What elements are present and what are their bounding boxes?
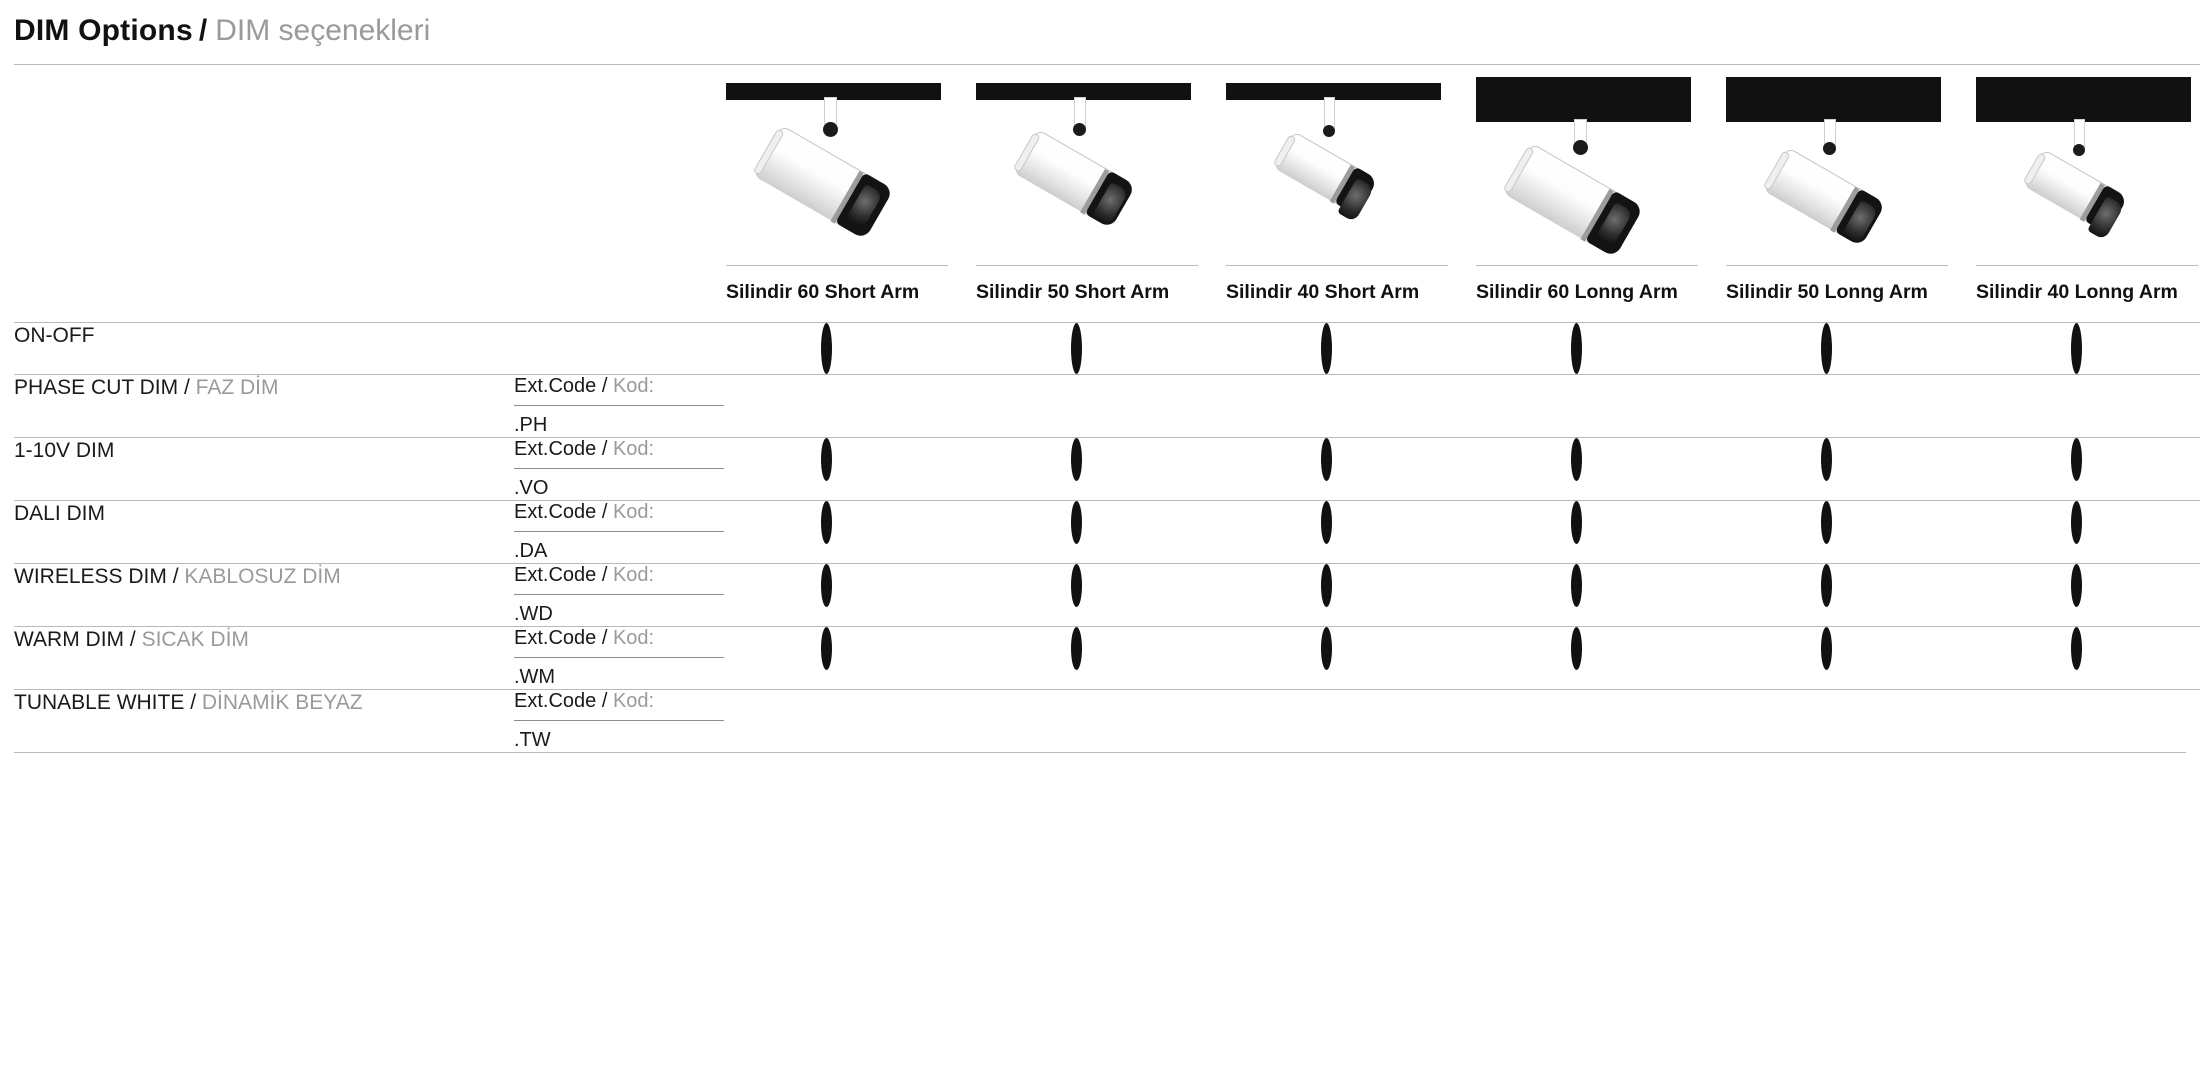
- product-name-cell: [1726, 265, 1976, 322]
- row-dot-cell: [726, 689, 976, 752]
- product-image-silindir-50-short-arm: [976, 65, 1198, 265]
- product-name-cell: [1976, 265, 2200, 322]
- ext-code-label: [514, 627, 724, 658]
- ext-code-separator: /: [601, 437, 608, 460]
- product-header-cell[interactable]: [1476, 65, 1726, 266]
- row-dot-cell: [976, 500, 1226, 563]
- availability-dot: [1071, 564, 1082, 607]
- availability-dot: [2071, 501, 2082, 544]
- availability-dot: [1571, 564, 1582, 607]
- row-dot-cell: [1726, 500, 1976, 563]
- ext-code-value: .WD: [514, 602, 553, 625]
- row-dot-cell: [1726, 689, 1976, 752]
- availability-dot: [821, 564, 832, 607]
- availability-dot: [1321, 438, 1332, 481]
- header-spacer-label: [14, 65, 514, 266]
- row-label: [14, 437, 514, 500]
- row-dot-cell: [1726, 437, 1976, 500]
- product-image-silindir-50-lonng-arm: [1726, 65, 1948, 265]
- table-bottom-divider: [14, 752, 2186, 753]
- row-label: [14, 689, 514, 752]
- name-spacer-code: [514, 265, 726, 322]
- product-name: Silindir 50 Lonng Arm: [1726, 265, 1948, 322]
- row-dot-cell: [726, 437, 976, 500]
- ext-code-prefix: Ext.Code: [514, 437, 597, 460]
- row-dot-cell: [976, 689, 1226, 752]
- row-dot-cell: [1476, 563, 1726, 626]
- row-label-main: PHASE CUT DIM: [14, 375, 179, 399]
- table-row: [14, 322, 2200, 374]
- ext-code-separator: /: [601, 563, 608, 586]
- row-dot-cell: [1226, 626, 1476, 689]
- row-label-separator: /: [183, 375, 190, 399]
- availability-dot: [1321, 627, 1332, 670]
- availability-dot: [1821, 627, 1832, 670]
- availability-dot: [2071, 323, 2082, 374]
- product-image-silindir-60-lonng-arm: [1476, 65, 1698, 265]
- availability-dot: [1071, 501, 1082, 544]
- row-code-cell: [514, 689, 726, 752]
- row-dot-cell: [726, 322, 976, 374]
- page-title-separator: /: [198, 14, 208, 47]
- row-dot-cell: [1226, 322, 1476, 374]
- table-row: [14, 626, 2200, 689]
- availability-dot: [2071, 564, 2082, 607]
- row-dot-cell: [1976, 437, 2200, 500]
- row-code-cell: [514, 322, 726, 374]
- product-name: Silindir 60 Short Arm: [726, 265, 948, 322]
- row-dot-cell: [726, 374, 976, 437]
- header-spacer-code: [514, 65, 726, 266]
- row-dot-cell: [1226, 437, 1476, 500]
- row-label-sub: DİNAMİK BEYAZ: [201, 690, 363, 714]
- ext-code-prefix: Ext.Code: [514, 689, 597, 712]
- availability-dot: [1821, 438, 1832, 481]
- ext-code-label: [514, 501, 724, 532]
- row-dot-cell: [1976, 626, 2200, 689]
- row-dot-cell: [1726, 626, 1976, 689]
- ext-code-separator: /: [601, 689, 608, 712]
- row-label-sub: KABLOSUZ DİM: [184, 564, 341, 588]
- availability-dot: [1571, 627, 1582, 670]
- row-dot-cell: [976, 437, 1226, 500]
- row-label: [14, 374, 514, 437]
- availability-dot: [821, 438, 832, 481]
- table-row: [14, 689, 2200, 752]
- availability-dot: [1321, 323, 1332, 374]
- product-header-cell[interactable]: [726, 65, 976, 266]
- page-title-main: DIM Options: [14, 14, 193, 47]
- ext-code-label: [514, 375, 724, 406]
- ext-code-prefix: Ext.Code: [514, 626, 597, 649]
- product-image-silindir-40-lonng-arm: [1976, 65, 2198, 265]
- page-title-sub: DIM seçenekleri: [215, 14, 431, 47]
- row-code-cell: [514, 500, 726, 563]
- ext-code-value: .PH: [514, 413, 548, 436]
- product-name: Silindir 60 Lonng Arm: [1476, 265, 1698, 322]
- availability-dot: [821, 501, 832, 544]
- ext-code-suffix: Kod:: [612, 437, 655, 460]
- ext-code-prefix: Ext.Code: [514, 563, 597, 586]
- row-dot-cell: [1226, 689, 1476, 752]
- ext-code-suffix: Kod:: [612, 689, 655, 712]
- row-dot-cell: [1476, 689, 1726, 752]
- row-label: [14, 500, 514, 563]
- availability-dot: [1071, 323, 1082, 374]
- ext-code-label: [514, 690, 724, 721]
- table-row: [14, 374, 2200, 437]
- availability-dot: [1071, 438, 1082, 481]
- ext-code-label: [514, 564, 724, 595]
- name-spacer-label: [14, 265, 514, 322]
- ext-code-suffix: Kod:: [612, 626, 655, 649]
- product-name-cell: [1226, 265, 1476, 322]
- availability-dot: [1571, 438, 1582, 481]
- row-label-separator: /: [129, 627, 136, 651]
- product-name: Silindir 50 Short Arm: [976, 265, 1198, 322]
- row-code-cell: [514, 626, 726, 689]
- availability-dot: [1571, 323, 1582, 374]
- ext-code-separator: /: [601, 500, 608, 523]
- row-code-cell: [514, 563, 726, 626]
- availability-dot: [821, 323, 832, 374]
- row-dot-cell: [1476, 500, 1726, 563]
- product-name-cell: [976, 265, 1226, 322]
- product-name-cell: [726, 265, 976, 322]
- row-dot-cell: [726, 563, 976, 626]
- row-label-main: TUNABLE WHITE: [14, 690, 185, 714]
- ext-code-separator: /: [601, 374, 608, 397]
- ext-code-separator: /: [601, 626, 608, 649]
- row-dot-cell: [976, 322, 1226, 374]
- ext-code-suffix: Kod:: [612, 374, 655, 397]
- ext-code-label: [514, 438, 724, 469]
- row-label-separator: /: [172, 564, 179, 588]
- availability-dot: [1821, 564, 1832, 607]
- ext-code-value: .TW: [514, 728, 551, 751]
- ext-code-value: .DA: [514, 539, 548, 562]
- row-dot-cell: [1226, 374, 1476, 437]
- ext-code-prefix: Ext.Code: [514, 500, 597, 523]
- dim-options-table: [14, 64, 2200, 752]
- row-label-main: 1-10V DIM: [14, 438, 115, 462]
- availability-dot: [1571, 501, 1582, 544]
- row-dot-cell: [976, 374, 1226, 437]
- availability-dot: [821, 627, 832, 670]
- availability-dot: [1071, 627, 1082, 670]
- product-header-cell[interactable]: [976, 65, 1226, 266]
- availability-dot: [1321, 564, 1332, 607]
- ext-code-suffix: Kod:: [612, 563, 655, 586]
- table-row: [14, 437, 2200, 500]
- row-dot-cell: [1976, 563, 2200, 626]
- row-dot-cell: [1976, 689, 2200, 752]
- row-dot-cell: [1726, 563, 1976, 626]
- product-header-cell[interactable]: [1726, 65, 1976, 266]
- row-dot-cell: [1226, 563, 1476, 626]
- product-header-cell[interactable]: [1226, 65, 1476, 266]
- product-name: Silindir 40 Lonng Arm: [1976, 265, 2198, 322]
- row-label: [14, 322, 514, 374]
- row-label-main: WARM DIM: [14, 627, 125, 651]
- row-label: [14, 626, 514, 689]
- availability-dot: [1821, 323, 1832, 374]
- availability-dot: [2071, 627, 2082, 670]
- product-name-row: [14, 265, 2200, 322]
- table-row: [14, 500, 2200, 563]
- ext-code-value: .VO: [514, 476, 549, 499]
- product-name-cell: [1476, 265, 1726, 322]
- row-dot-cell: [726, 626, 976, 689]
- page-title: [14, 0, 2186, 64]
- availability-dot: [1321, 501, 1332, 544]
- ext-code-suffix: Kod:: [612, 500, 655, 523]
- row-dot-cell: [1976, 322, 2200, 374]
- row-label-sub: SICAK DİM: [141, 627, 249, 651]
- row-code-cell: [514, 437, 726, 500]
- row-dot-cell: [1726, 374, 1976, 437]
- row-dot-cell: [1976, 374, 2200, 437]
- product-image-silindir-60-short-arm: [726, 65, 948, 265]
- row-label-separator: /: [190, 690, 197, 714]
- row-dot-cell: [976, 626, 1226, 689]
- table-row: [14, 563, 2200, 626]
- product-header-cell[interactable]: [1976, 65, 2200, 266]
- row-label: [14, 563, 514, 626]
- row-label-main: WIRELESS DIM: [14, 564, 167, 588]
- row-dot-cell: [1476, 374, 1726, 437]
- row-dot-cell: [976, 563, 1226, 626]
- table-header-row: [14, 65, 2200, 266]
- row-dot-cell: [1976, 500, 2200, 563]
- row-dot-cell: [726, 500, 976, 563]
- row-dot-cell: [1476, 626, 1726, 689]
- ext-code-value: .WM: [514, 665, 556, 688]
- product-image-silindir-40-short-arm: [1226, 65, 1448, 265]
- row-label-main: DALI DIM: [14, 501, 106, 525]
- row-label-sub: FAZ DİM: [195, 375, 279, 399]
- row-dot-cell: [1226, 500, 1476, 563]
- availability-dot: [1821, 501, 1832, 544]
- availability-dot: [2071, 438, 2082, 481]
- product-name: Silindir 40 Short Arm: [1226, 265, 1448, 322]
- row-dot-cell: [1476, 322, 1726, 374]
- row-dot-cell: [1726, 322, 1976, 374]
- ext-code-prefix: Ext.Code: [514, 374, 597, 397]
- row-code-cell: [514, 374, 726, 437]
- row-label-main: ON-OFF: [14, 323, 95, 347]
- row-dot-cell: [1476, 437, 1726, 500]
